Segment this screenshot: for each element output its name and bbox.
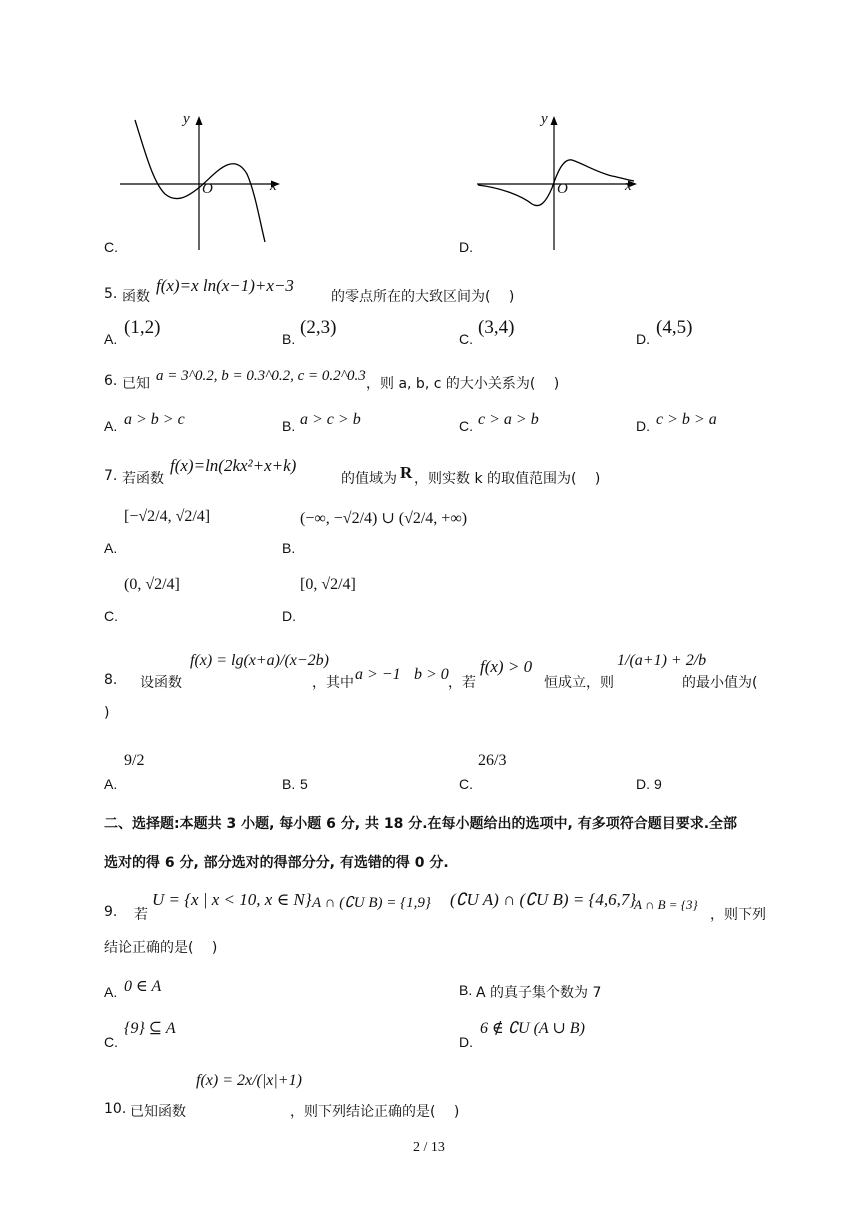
q6-option-a-label: A. (104, 418, 118, 434)
q6-option-c: c > a > b (478, 411, 539, 428)
q9-option-d: 6 ∉ ∁U (A ∪ B) (480, 1020, 585, 1037)
q7-option-a: [−√2/4, √2/4] (124, 508, 211, 525)
q10-function: f(x) = 2x/(|x|+1) (196, 1072, 302, 1089)
q9-universal-set: U = {x | x < 10, x ∈ N} (152, 890, 312, 909)
q5-option-b-label: B. (282, 331, 296, 347)
q9-condition-2: (∁U A) ∩ (∁U B) = {4,6,7} (450, 890, 637, 909)
section-2-line-1: 二、选择题:本题共 3 小题, 每小题 6 分, 共 18 分.在每小题给出的选项中, 有多项符合题目要求.全部 (104, 816, 738, 832)
q6-option-c-label: C. (459, 418, 473, 434)
q9-suffix: ，则下列 (710, 907, 766, 923)
q5-option-d: (4,5) (656, 317, 693, 338)
option-label-c: C. (104, 239, 118, 255)
curve-d (478, 160, 634, 206)
q9-option-c: {9} ⊆ A (124, 1020, 176, 1037)
q9-line-2: 结论正确的是( ) (104, 940, 218, 956)
q8-option-b: 5 (300, 776, 308, 792)
q6-option-a: a > b > c (124, 411, 185, 428)
q5-prefix: 函数 (122, 289, 150, 305)
q9-condition-1: A ∩ (∁U B) = {1,9} (312, 895, 431, 911)
y-axis-arrow (551, 116, 558, 125)
curve-c (135, 120, 265, 242)
q8-option-d: 9 (654, 776, 662, 792)
q7-suffix: ，则实数 k 的取值范围为( ) (414, 471, 601, 487)
q5-option-d-label: D. (636, 331, 650, 347)
q8-cond-a: a > −1 (355, 666, 401, 683)
q7-option-a-label: A. (104, 540, 118, 556)
q5-function: f(x)=x ln(x−1)+x−3 (156, 276, 294, 295)
q10-prefix: 已知函数 (130, 1104, 186, 1120)
q8-expression: 1/(a+1) + 2/b (617, 652, 707, 669)
q9-option-b: A 的真子集个数为 7 (476, 985, 602, 1001)
origin-label: O (202, 181, 213, 197)
q8-cond-b: b > 0 (414, 666, 449, 683)
q6-number: 6. (104, 373, 118, 389)
q7-option-c-label: C. (104, 608, 118, 624)
x-axis-label: x (625, 178, 632, 194)
q9-option-c-label: C. (104, 1034, 118, 1050)
q7-number: 7. (104, 468, 118, 484)
q7-option-b-label: B. (282, 540, 296, 556)
q8-option-a: 9/2 (124, 752, 145, 769)
q7-real-set: R (400, 463, 413, 482)
q10-number: 10. (104, 1101, 127, 1117)
q6-option-d-label: D. (636, 418, 650, 434)
q5-option-c: (3,4) (478, 317, 515, 338)
option-label-d: D. (459, 239, 473, 255)
y-axis-arrow (196, 116, 203, 125)
q5-option-a-label: A. (104, 331, 118, 347)
q7-option-d-label: D. (282, 608, 296, 624)
q9-option-a-label: A. (104, 984, 118, 1000)
origin-label: O (557, 181, 568, 197)
q8-mid1: ，其中 (312, 675, 354, 691)
q8-function: f(x) = lg(x+a)/(x−2b) (190, 652, 329, 669)
q8-suffix: 的最小值为( (682, 675, 758, 691)
y-axis-label: y (541, 111, 548, 127)
x-axis-label: x (270, 178, 277, 194)
q6-prefix: 已知 (122, 376, 150, 392)
q5-option-b: (2,3) (300, 317, 337, 338)
q8-option-a-label: A. (104, 776, 118, 792)
q5-option-c-label: C. (459, 331, 473, 347)
q7-option-b: (−∞, −√2/4) ∪ (√2/4, +∞) (300, 510, 468, 527)
q7-prefix: 若函数 (122, 471, 164, 487)
q5-option-a: (1,2) (124, 317, 161, 338)
section-2-line-2: 选对的得 6 分, 部分选对的得部分分, 有选错的得 0 分. (104, 855, 449, 871)
q8-option-c: 26/3 (478, 752, 507, 769)
q8-close-paren: ) (104, 705, 110, 721)
q8-number: 8. (104, 672, 118, 688)
graph-c-svg (115, 112, 285, 252)
q9-condition-3: A ∩ B = {3} (634, 897, 698, 912)
q6-option-b-label: B. (282, 418, 296, 434)
q6-suffix: ，则 a, b, c 的大小关系为( ) (366, 376, 560, 392)
q6-option-d: c > b > a (656, 411, 717, 428)
q5-number: 5. (104, 286, 118, 302)
y-axis-label: y (183, 111, 190, 127)
q8-prefix: 设函数 (140, 675, 182, 691)
q8-option-c-label: C. (459, 776, 473, 792)
q8-mid3: 恒成立，则 (544, 675, 614, 691)
q8-option-d-label: D. (636, 776, 650, 792)
q9-option-b-label: B. (459, 982, 473, 998)
q7-function: f(x)=ln(2kx²+x+k) (170, 456, 297, 475)
q9-option-a: 0 ∈ A (124, 978, 162, 995)
q8-cond-f: f(x) > 0 (480, 657, 533, 676)
q9-prefix: 若 (134, 907, 148, 923)
q9-number: 9. (104, 904, 118, 920)
page-number: 2 / 13 (413, 1140, 445, 1155)
q10-suffix: ，则下列结论正确的是( ) (290, 1104, 460, 1120)
q7-option-c: (0, √2/4] (124, 576, 180, 593)
q7-mid: 的值域为 (341, 471, 397, 487)
q7-option-d: [0, √2/4] (300, 576, 356, 593)
q6-option-b: a > c > b (300, 411, 361, 428)
q8-option-b-label: B. (282, 776, 296, 792)
q9-option-d-label: D. (459, 1034, 473, 1050)
q6-expression: a = 3^0.2, b = 0.3^0.2, c = 0.2^0.3 (156, 368, 366, 384)
q8-mid2: ，若 (448, 675, 476, 691)
q5-suffix: 的零点所在的大致区间为( ) (331, 289, 515, 305)
